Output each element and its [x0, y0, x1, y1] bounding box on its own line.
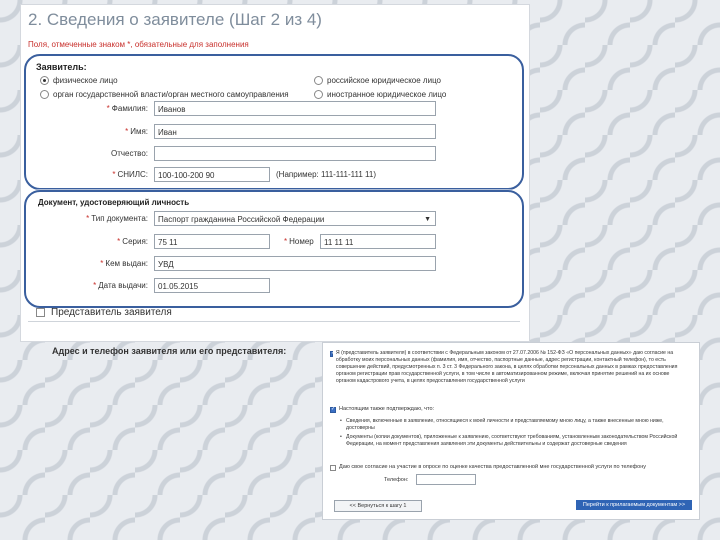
number-input[interactable]: 11 11 11 — [320, 234, 436, 249]
patronymic-label: Отчество: — [111, 149, 148, 158]
snils-label: * СНИЛС: — [112, 170, 148, 179]
issued-by-label: * Кем выдан: — [100, 259, 148, 268]
contacts-heading: Адрес и телефон заявителя или его представителя: — [52, 346, 287, 356]
doc-type-value: Паспорт гражданина Российской Федерации — [158, 215, 325, 224]
issue-date-input[interactable]: 01.05.2015 — [154, 278, 270, 293]
surname-label: * Фамилия: — [106, 104, 148, 113]
confirm-row[interactable] — [330, 406, 434, 413]
pd-consent[interactable] — [330, 350, 690, 385]
name-label: * Имя: — [125, 127, 148, 136]
snils-input[interactable]: 100-100-200 90 — [154, 167, 270, 182]
radio-label: российское юридическое лицо — [327, 76, 442, 85]
document-heading: Документ, удостоверяющий личность — [38, 198, 190, 207]
confirm-heading: Настоящим также подтверждаю, что: — [339, 406, 435, 412]
survey-text: Даю свое согласие на участие в опросе по оценке качества предоставленной мне государственной услуги по телефону — [339, 464, 647, 470]
highlight-document — [24, 190, 524, 308]
survey-checkbox[interactable] — [330, 465, 336, 471]
confirm-bullet: • Сведения, включенные в заявление, относящиеся к моей личности и представляемому мною лицу, а также внесенные мною ниже, достоверны — [346, 418, 686, 431]
phone-input[interactable] — [416, 474, 476, 485]
series-input[interactable]: 75 11 — [154, 234, 270, 249]
divider — [28, 321, 520, 322]
back-button[interactable]: << Вернуться к шагу 1 — [334, 500, 422, 512]
issue-date-label: * Дата выдачи: — [93, 281, 148, 290]
survey-row[interactable] — [330, 464, 690, 471]
doc-type-label: * Тип документа: — [86, 214, 148, 223]
pd-consent-text: Я (представитель заявителя) в соответствии с Федеральным законом от 27.07.2006 № 152-ФЗ «О персональных данных» даю согласие на обработку моих персональных данных (фамилия, имя, отчество, паспортные данные, адрес регистрации, контактный телефон), то есть совершение действий, предусмотренных п. 3 ст. 3 Федерального закона, в целях обработки персональных данных в рамках предоставления органом регистрации прав государственной услуги, в том числе в автоматизированном режиме, включая принятие решений на их основе органом кадастрового учета, в целях предоставления государственной услуги — [335, 350, 678, 384]
surname-input[interactable]: Иванов — [154, 101, 436, 116]
issued-by-input[interactable]: УВД — [154, 256, 436, 271]
page-title: 2. Сведения о заявителе (Шаг 2 из 4) — [28, 10, 322, 29]
pd-consent-checkbox[interactable] — [330, 351, 333, 357]
radio-label: физическое лицо — [53, 76, 118, 85]
radio-label: иностранное юридическое лицо — [327, 90, 447, 99]
number-label: * Номер — [284, 237, 314, 246]
required-note: Поля, отмеченные знаком *, обязательные для заполнения — [28, 40, 249, 49]
chevron-down-icon: ▼ — [424, 216, 431, 223]
confirm-bullet: • Документы (копии документов), приложенные к заявлению, соответствуют требованиям, установленным законодательством Российской Федерации, на момент представления заявления эти документы действительны и содержат достоверные сведения — [346, 434, 686, 447]
next-button[interactable]: Перейти к прилагаемым документам >> — [576, 500, 692, 510]
snils-hint: (Например: 111-111-111 11) — [276, 170, 376, 179]
applicant-heading: Заявитель: — [36, 62, 87, 72]
phone-label: Телефон: — [384, 477, 409, 483]
series-label: * Серия: — [117, 237, 148, 246]
name-input[interactable]: Иван — [154, 124, 436, 139]
representative-checkbox[interactable] — [36, 308, 45, 317]
representative-toggle[interactable] — [36, 307, 172, 318]
radio-label: орган государственной власти/орган местного самоуправления — [53, 90, 289, 99]
highlight-applicant — [24, 54, 524, 190]
representative-label: Представитель заявителя — [51, 307, 172, 318]
confirm-checkbox[interactable] — [330, 407, 336, 413]
